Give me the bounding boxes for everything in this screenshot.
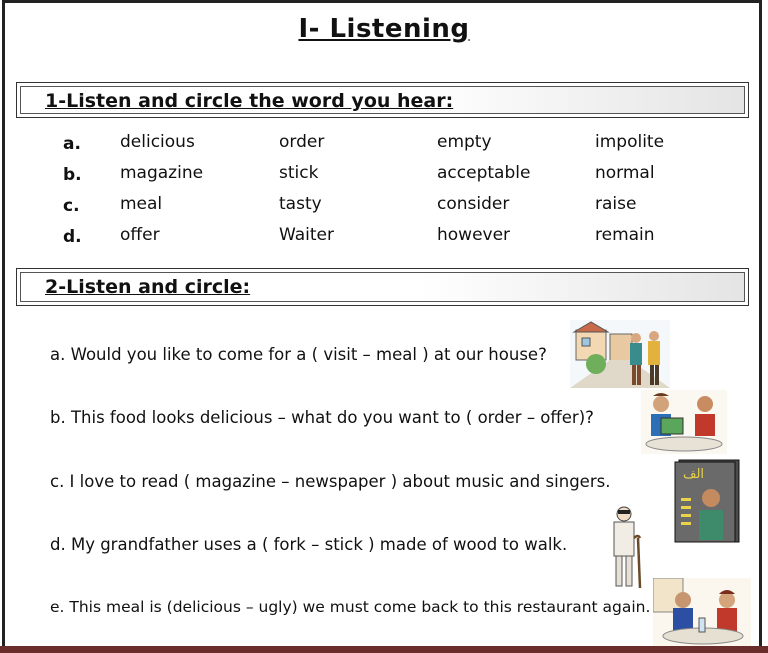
diners-icon <box>653 578 751 646</box>
word-option[interactable]: impolite <box>595 132 665 152</box>
section-1-header <box>16 82 749 118</box>
section-2-header <box>16 268 749 306</box>
magazine-icon <box>673 458 743 544</box>
sentence-item: a. Would you like to come for a ( visit – meal ) at our house? <box>50 345 547 364</box>
word-option[interactable]: normal <box>595 163 655 183</box>
svg-text:الف: الف <box>683 467 705 482</box>
word-option[interactable]: however <box>437 225 511 245</box>
word-option[interactable]: acceptable <box>437 163 531 183</box>
row-letter: c. <box>63 196 80 216</box>
people-walking-icon <box>570 320 670 388</box>
word-option[interactable]: meal <box>120 194 163 214</box>
old-man-cane-icon <box>604 504 646 590</box>
word-option[interactable]: tasty <box>279 194 322 214</box>
section-2-heading: 2-Listen and circle: <box>45 276 251 298</box>
sentence-item: d. My grandfather uses a ( fork – stick ) made of wood to walk. <box>50 535 568 554</box>
sentence-item: b. This food looks delicious – what do you want to ( order – offer)? <box>50 408 594 427</box>
section-1-heading: 1-Listen and circle the word you hear: <box>45 90 454 112</box>
sentence-item: c. I love to read ( magazine – newspaper ) about music and singers. <box>50 472 611 491</box>
word-option[interactable]: Waiter <box>279 225 334 245</box>
word-option[interactable]: delicious <box>120 132 195 152</box>
row-letter: a. <box>63 134 81 154</box>
word-option[interactable]: empty <box>437 132 492 152</box>
word-option[interactable]: magazine <box>120 163 204 183</box>
word-option[interactable]: remain <box>595 225 655 245</box>
word-option[interactable]: stick <box>279 163 319 183</box>
word-option[interactable]: order <box>279 132 325 152</box>
row-letter: d. <box>63 227 82 247</box>
word-option[interactable]: offer <box>120 225 160 245</box>
sentence-item: e. This meal is (delicious – ugly) we must come back to this restaurant again. <box>50 598 651 616</box>
restaurant-menu-icon <box>641 390 727 454</box>
row-letter: b. <box>63 165 82 185</box>
word-option[interactable]: raise <box>595 194 637 214</box>
page-title: I- Listening <box>298 14 470 44</box>
word-option[interactable]: consider <box>437 194 510 214</box>
bottom-bar <box>0 646 768 653</box>
